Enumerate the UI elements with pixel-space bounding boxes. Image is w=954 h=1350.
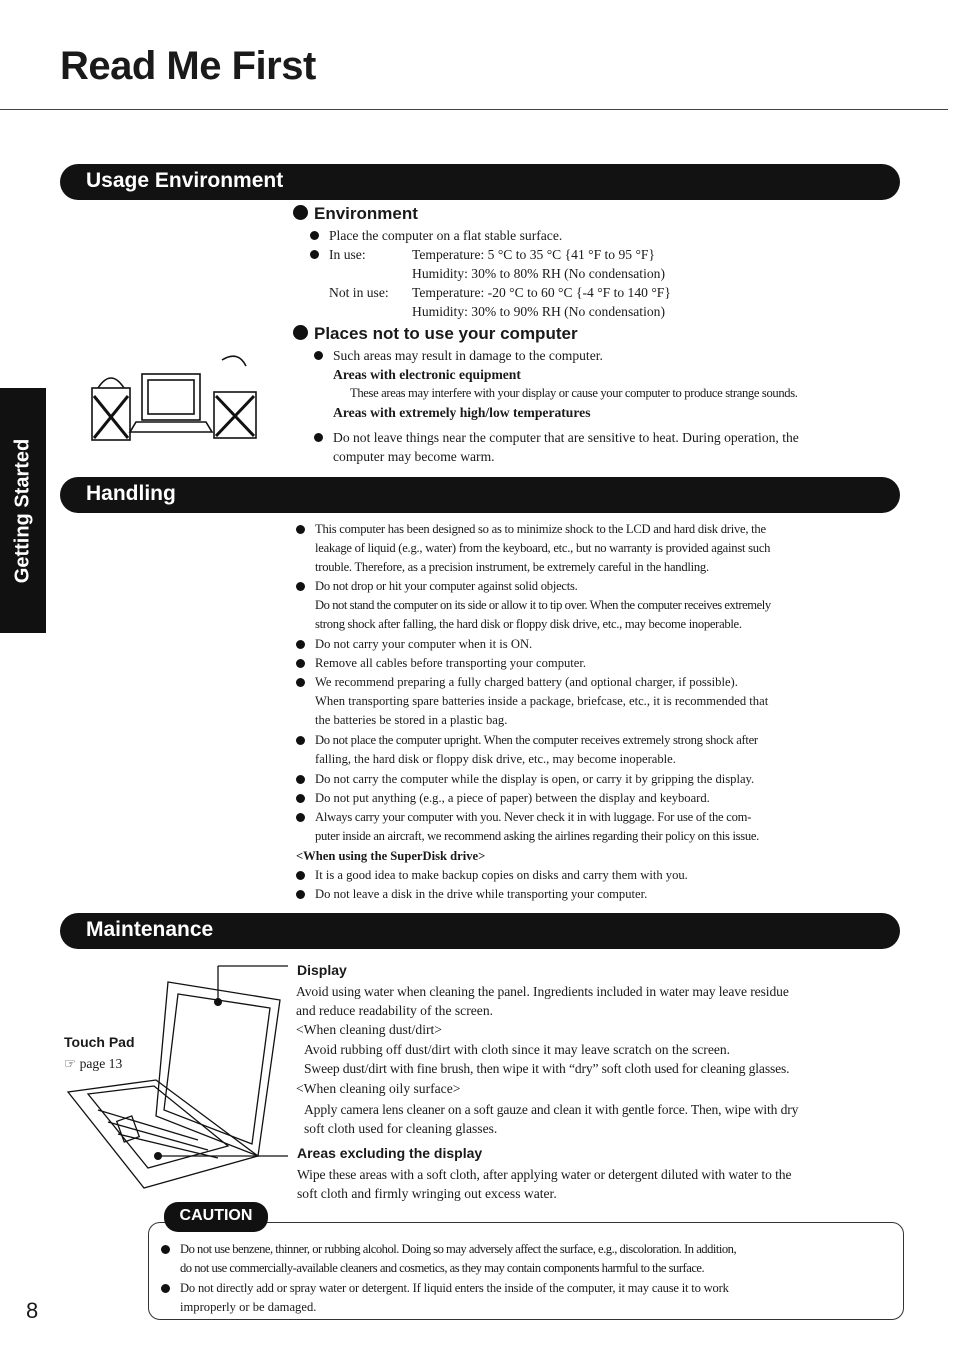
display-line-1: Avoid using water when cleaning the panel. Ingredients included in water may leave residue bbox=[296, 984, 789, 999]
caution-line-4: improperly or be damaged. bbox=[180, 1300, 317, 1314]
handling-line-4: Do not drop or hit your computer against solid objects. bbox=[315, 577, 578, 596]
display-line-8: soft cloth used for cleaning glasses. bbox=[304, 1121, 498, 1136]
caution-line-2: do not use commercially-available cleaners and cosmetics, as they may contain components harmful to the surface. bbox=[180, 1261, 705, 1275]
handling-line-8: Remove all cables before transporting your computer. bbox=[315, 654, 586, 673]
places-temperature-heading: Areas with extremely high/low temperatures bbox=[333, 405, 591, 420]
magnet-icon bbox=[222, 356, 246, 366]
caution-line-1: Do not use benzene, thinner, or rubbing alcohol. Doing so may adversely affect the surface, e.g., discoloration. In addition, bbox=[180, 1240, 736, 1259]
page-number: 8 bbox=[26, 1298, 39, 1323]
touch-pad-page-ref: ☞ page 13 bbox=[64, 1056, 123, 1071]
places-electronic-text: These areas may interfere with your display or cause your computer to produce strange sounds. bbox=[350, 386, 798, 400]
laptop-illustration bbox=[58, 960, 294, 1192]
usage-environment-title: Usage Environment bbox=[86, 169, 284, 192]
handling-line-5: Do not stand the computer on its side or allow it to tip over. When the computer receives extremely bbox=[315, 598, 771, 612]
touch-pad-label: Touch Pad bbox=[64, 1034, 135, 1050]
environment-heading: Environment bbox=[293, 204, 418, 224]
handling-line-15: Do not put anything (e.g., a piece of paper) between the display and keyboard. bbox=[315, 789, 710, 808]
touch-pad-icon bbox=[117, 1116, 140, 1142]
display-line-6: <When cleaning oily surface> bbox=[296, 1081, 461, 1096]
bullet-icon bbox=[293, 325, 308, 340]
handling-line-9: We recommend preparing a fully charged battery (and optional charger, if possible). bbox=[315, 673, 738, 692]
page-title: Read Me First bbox=[60, 44, 316, 88]
display-heading: Display bbox=[297, 962, 347, 978]
display-line-2: and reduce readability of the screen. bbox=[296, 1003, 494, 1018]
places-illustration bbox=[84, 352, 264, 444]
handling-line-12: Do not place the computer upright. When the computer receives extremely strong shock after bbox=[315, 731, 758, 750]
handling-line-6: strong shock after falling, the hard disk or floppy disk drive, etc., may become inoperable. bbox=[315, 617, 742, 631]
places-heading: Places not to use your computer bbox=[293, 324, 578, 344]
usage-environment-bar bbox=[60, 164, 900, 200]
places-line-warm: computer may become warm. bbox=[333, 449, 495, 464]
handling-line-17: puter inside an aircraft, we recommend asking the airlines regarding their policy on this issue. bbox=[315, 829, 760, 843]
handling-line-13: falling, the hard disk or floppy disk drive, etc., may become inoperable. bbox=[315, 752, 676, 766]
areas-heading: Areas excluding the display bbox=[297, 1145, 483, 1161]
handling-line-20: Do not leave a disk in the drive while transporting your computer. bbox=[315, 885, 647, 904]
handling-line-14: Do not carry the computer while the display is open, or carry it by gripping the display. bbox=[315, 770, 754, 789]
laptop-icon bbox=[142, 374, 200, 420]
areas-line-1: Wipe these areas with a soft cloth, after applying water or detergent diluted with water to the bbox=[297, 1167, 792, 1182]
env-in-use-temp: Temperature: 5 °C to 35 °C {41 °F to 95 °F} bbox=[412, 247, 656, 262]
handling-line-11: the batteries be stored in a plastic bag. bbox=[315, 713, 508, 727]
places-electronic-heading: Areas with electronic equipment bbox=[333, 367, 521, 382]
display-line-3: <When cleaning dust/dirt> bbox=[296, 1022, 442, 1037]
maintenance-title: Maintenance bbox=[86, 918, 214, 941]
caution-badge bbox=[164, 1202, 268, 1232]
title-divider bbox=[0, 109, 948, 110]
handling-line-19: It is a good idea to make backup copies on disks and carry them with you. bbox=[315, 866, 688, 885]
handling-line-10: When transporting spare batteries inside a package, briefcase, etc., it is recommended that bbox=[315, 694, 769, 708]
handling-line-3: trouble. Therefore, as a precision instrument, be extremely careful in the handling. bbox=[315, 560, 709, 574]
caution-line-3: Do not directly add or spray water or detergent. If liquid enters the inside of the computer, it may cause it to work bbox=[180, 1279, 729, 1298]
env-in-use-humidity: Humidity: 30% to 80% RH (No condensation) bbox=[412, 266, 665, 281]
env-not-in-use-label: Not in use: bbox=[329, 285, 389, 300]
env-line-1: Place the computer on a flat stable surface. bbox=[329, 228, 563, 243]
bullet-icon bbox=[293, 205, 308, 220]
display-line-7: Apply camera lens cleaner on a soft gauze and clean it with gentle force. Then, wipe with dry bbox=[304, 1102, 799, 1117]
side-tab-label: Getting Started bbox=[11, 438, 34, 583]
handling-bar bbox=[60, 477, 900, 513]
handling-line-1: This computer has been designed so as to minimize shock to the LCD and hard disk drive, the bbox=[315, 520, 766, 539]
superdisk-subheading: <When using the SuperDisk drive> bbox=[296, 849, 486, 863]
env-not-in-use-temp: Temperature: -20 °C to 60 °C {-4 °F to 140 °F} bbox=[412, 285, 671, 300]
handling-line-7: Do not carry your computer when it is ON. bbox=[315, 635, 532, 654]
display-line-4: Avoid rubbing off dust/dirt with cloth since it may leave scratch on the screen. bbox=[304, 1042, 731, 1057]
handling-title: Handling bbox=[86, 482, 176, 505]
places-line-1: Such areas may result in damage to the computer. bbox=[333, 348, 603, 363]
areas-line-2: soft cloth and firmly wringing out excess water. bbox=[297, 1186, 557, 1201]
handling-line-16: Always carry your computer with you. Never check it in with luggage. For use of the com- bbox=[315, 808, 751, 827]
handling-line-2: leakage of liquid (e.g., water) from the keyboard, etc., but no warranty is provided against such bbox=[315, 541, 771, 555]
env-in-use-label: In use: bbox=[329, 247, 366, 262]
side-tab bbox=[0, 388, 46, 633]
display-line-5: Sweep dust/dirt with fine brush, then wipe it with “dry” soft cloth used for cleaning glasses. bbox=[304, 1061, 790, 1076]
maintenance-bar bbox=[60, 913, 900, 949]
caution-badge-label: CAUTION bbox=[179, 1207, 253, 1224]
env-not-in-use-humidity: Humidity: 30% to 90% RH (No condensation) bbox=[412, 304, 665, 319]
places-line-heat: Do not leave things near the computer that are sensitive to heat. During operation, the bbox=[333, 430, 799, 445]
